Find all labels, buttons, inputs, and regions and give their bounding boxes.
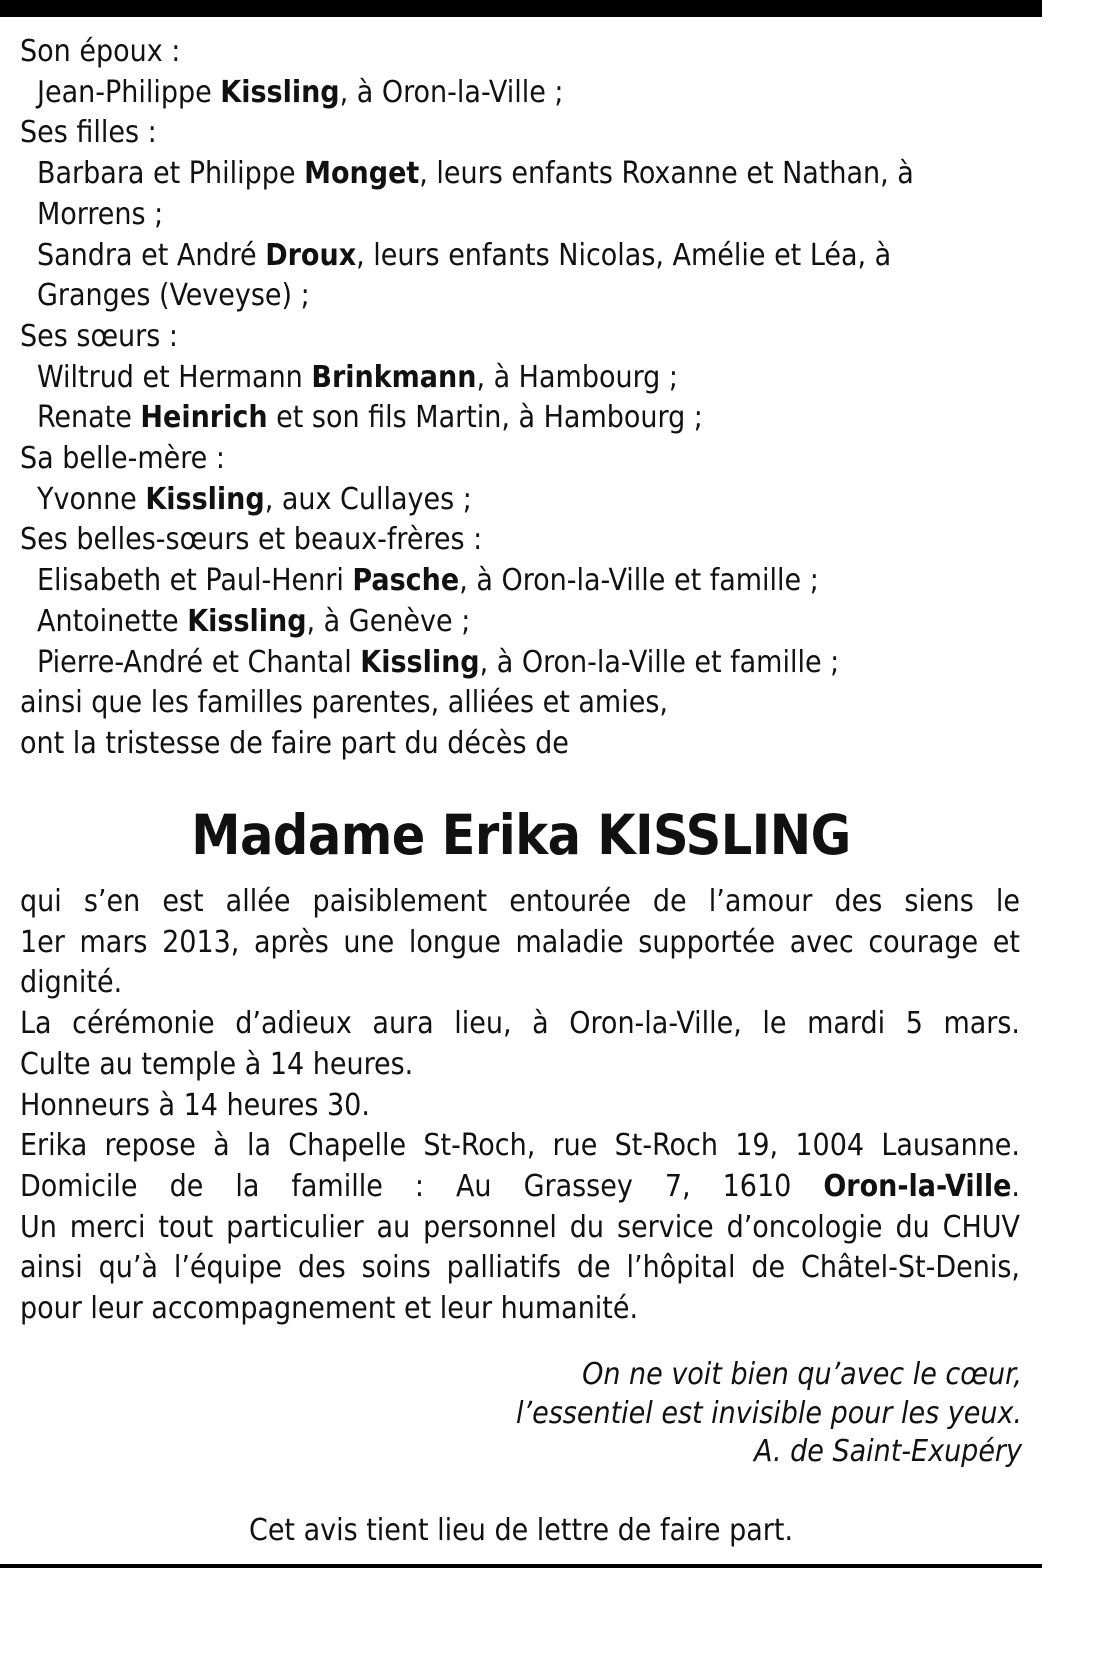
family-entry [20, 236, 1020, 277]
family-entry [20, 398, 1020, 439]
family-entry-continuation: Morrens ; [37, 196, 164, 232]
surname: Pasche [352, 563, 460, 599]
entry-text: et son fils Martin, à Hambourg ; [267, 400, 703, 436]
details-line: pour leur accompagnement et leur humanité. [20, 1291, 639, 1327]
family-list [20, 32, 1020, 765]
family-entry [20, 480, 1020, 521]
details-line: Erika repose à la Chapelle St-Roch, rue St-Roch 19, 1004 Lausanne. [20, 1128, 1020, 1164]
surname: Kissling [220, 74, 340, 110]
entry-text: Jean-Philippe [37, 74, 221, 110]
family-entry [20, 73, 1020, 114]
entry-text: Wiltrud et Hermann [37, 359, 312, 395]
top-border-rule [0, 0, 1042, 17]
family-entry [20, 154, 1020, 195]
entry-text: Pierre-André et Chantal [37, 644, 361, 680]
filles-heading: Ses filles : [20, 115, 157, 151]
entry-text: , à Oron-la-Ville et famille ; [479, 644, 840, 680]
entry-text: , à Genève ; [306, 603, 471, 639]
quote-line: l’essentiel est invisible pour les yeux. [516, 1395, 1022, 1431]
belle-mere-heading: Sa belle-mère : [20, 441, 225, 477]
entry-text: Sandra et André [37, 237, 266, 273]
entry-text: Barbara et Philippe [37, 156, 305, 192]
entry-text: Elisabeth et Paul-Henri [37, 563, 353, 599]
entry-text: . [1011, 1168, 1020, 1204]
entry-text: Domicile de la famille : Au Grassey 7, 1610 [20, 1168, 824, 1204]
deceased-name-heading: Madame Erika KISSLING [191, 803, 851, 867]
family-entry [20, 561, 1020, 602]
entry-text: , à Oron-la-Ville et famille ; [459, 563, 819, 599]
bottom-border-rule [0, 1564, 1042, 1568]
entry-text: , aux Cullayes ; [264, 481, 472, 517]
surname: Kissling [360, 644, 480, 680]
entry-text: , à Hambourg ; [476, 359, 678, 395]
entry-text: , à Oron-la-Ville ; [339, 74, 564, 110]
surname: Heinrich [140, 400, 268, 436]
surname: Kissling [145, 481, 265, 517]
details-line: Un merci tout particulier au personnel du service d’oncologie du CHUV [20, 1209, 1020, 1245]
entry-text: Renate [37, 400, 141, 436]
details-line: 1er mars 2013, après une longue maladie supportée avec courage et [20, 924, 1020, 960]
domicile-line [20, 1167, 1020, 1208]
beaux-heading: Ses belles-sœurs et beaux-frères : [20, 522, 483, 558]
quote-line: On ne voit bien qu’avec le cœur, [582, 1357, 1022, 1392]
entry-text: Antoinette [37, 603, 188, 639]
surname: Droux [265, 237, 357, 273]
quote [322, 1356, 1022, 1472]
family-entry [20, 643, 1020, 684]
epoux-heading: Son époux : [20, 34, 181, 69]
surname: Kissling [187, 603, 307, 639]
town-name: Oron-la-Ville [823, 1168, 1012, 1204]
surname: Brinkmann [311, 359, 477, 395]
ceremony-details [20, 882, 1020, 1330]
quote-author: A. de Saint-Exupéry [753, 1434, 1022, 1469]
details-line: dignité. [20, 965, 123, 1001]
footer-note: Cet avis tient lieu de lettre de faire part. [248, 1513, 794, 1548]
soeurs-heading: Ses sœurs : [20, 318, 178, 354]
entry-text: , leurs enfants Nicolas, Amélie et Léa, à [356, 237, 892, 273]
details-line: qui s’en est allée paisiblement entourée de l’amour des siens le [20, 884, 1020, 919]
details-line: ainsi qu’à l’équipe des soins palliatifs de l’hôpital de Châtel-St-Denis, [20, 1250, 1020, 1286]
details-line: Honneurs à 14 heures 30. [20, 1087, 370, 1123]
family-entry [20, 358, 1020, 399]
surname: Monget [304, 156, 420, 192]
entry-text: Yvonne [37, 481, 146, 517]
family-entry [20, 602, 1020, 643]
entry-text: , leurs enfants Roxanne et Nathan, à [419, 156, 914, 192]
family-entry-continuation: Granges (Veveyse) ; [37, 278, 310, 314]
details-line: Culte au temple à 14 heures. [20, 1046, 414, 1082]
closing-line: ainsi que les familles parentes, alliées et amies, [20, 685, 668, 721]
details-line: La cérémonie d’adieux aura lieu, à Oron-la-Ville, le mardi 5 mars. [20, 1006, 1020, 1042]
closing-line: ont la tristesse de faire part du décès de [20, 725, 569, 761]
